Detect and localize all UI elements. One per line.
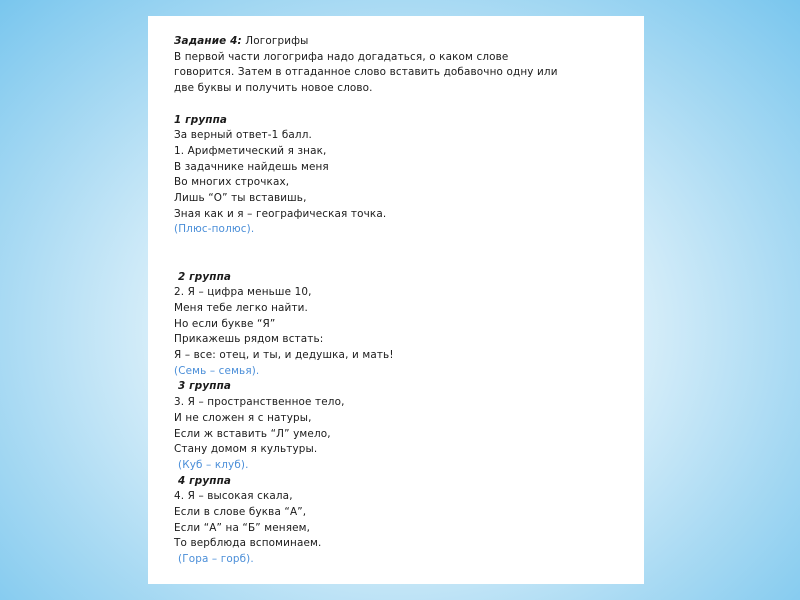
riddle-line: То верблюда вспоминаем. [174, 537, 322, 550]
riddle-line: Стану домом я культуры. [174, 443, 318, 456]
riddle-line: И не сложен я с натуры, [174, 411, 312, 424]
spacer [174, 254, 614, 270]
group-4-heading: 4 группа [178, 474, 232, 487]
riddle-line: Лишь “О” ты вставишь, [174, 192, 307, 205]
slide-text [174, 34, 614, 568]
task-label: Задание 4: [174, 35, 242, 47]
group-2-answer: (Семь – семья). [174, 364, 260, 377]
task-description-line: В первой части логогрифа надо догадаться, о каком слове [174, 50, 509, 63]
riddle-line: Если в слове буква “А”, [174, 506, 307, 519]
task-title: Логогрифы [245, 35, 309, 47]
spacer [174, 238, 614, 254]
task-title-line [174, 34, 614, 50]
task-description-line: говорится. Затем в отгаданное слово вставить добавочно одну или [174, 66, 558, 79]
group-1-answer: (Плюс-полюс). [174, 223, 255, 236]
riddle-line: Меня тебе легко найти. [174, 301, 309, 314]
riddle-line: Но если букве “Я” [174, 317, 276, 330]
riddle-line: 4. Я – высокая скала, [174, 490, 293, 503]
riddle-line: В задачнике найдешь меня [174, 160, 329, 173]
riddle-line: За верный ответ-1 балл. [174, 129, 312, 142]
riddle-line: 1. Арифметический я знак, [174, 144, 327, 157]
riddle-line: Если ж вставить “Л” умело, [174, 427, 331, 440]
group-3-heading: 3 группа [178, 380, 232, 393]
group-4-answer: (Гора – горб). [178, 553, 254, 566]
task-description-line: две буквы и получить новое слово. [174, 82, 373, 95]
riddle-line: Зная как и я – географическая точка. [174, 207, 387, 220]
spacer [174, 97, 614, 113]
riddle-line: Во многих строчках, [174, 176, 290, 189]
riddle-line: 2. Я – цифра меньше 10, [174, 286, 312, 299]
riddle-line: 3. Я – пространственное тело, [174, 396, 345, 409]
riddle-line: Я – все: отец, и ты, и дедушка, и мать! [174, 349, 394, 362]
riddle-line: Прикажешь рядом встать: [174, 333, 324, 346]
group-2-heading: 2 группа [178, 270, 232, 283]
group-3-answer: (Куб – клуб). [178, 458, 249, 471]
group-1-heading: 1 группа [174, 113, 228, 126]
riddle-line: Если “А” на “Б” меняем, [174, 521, 311, 534]
